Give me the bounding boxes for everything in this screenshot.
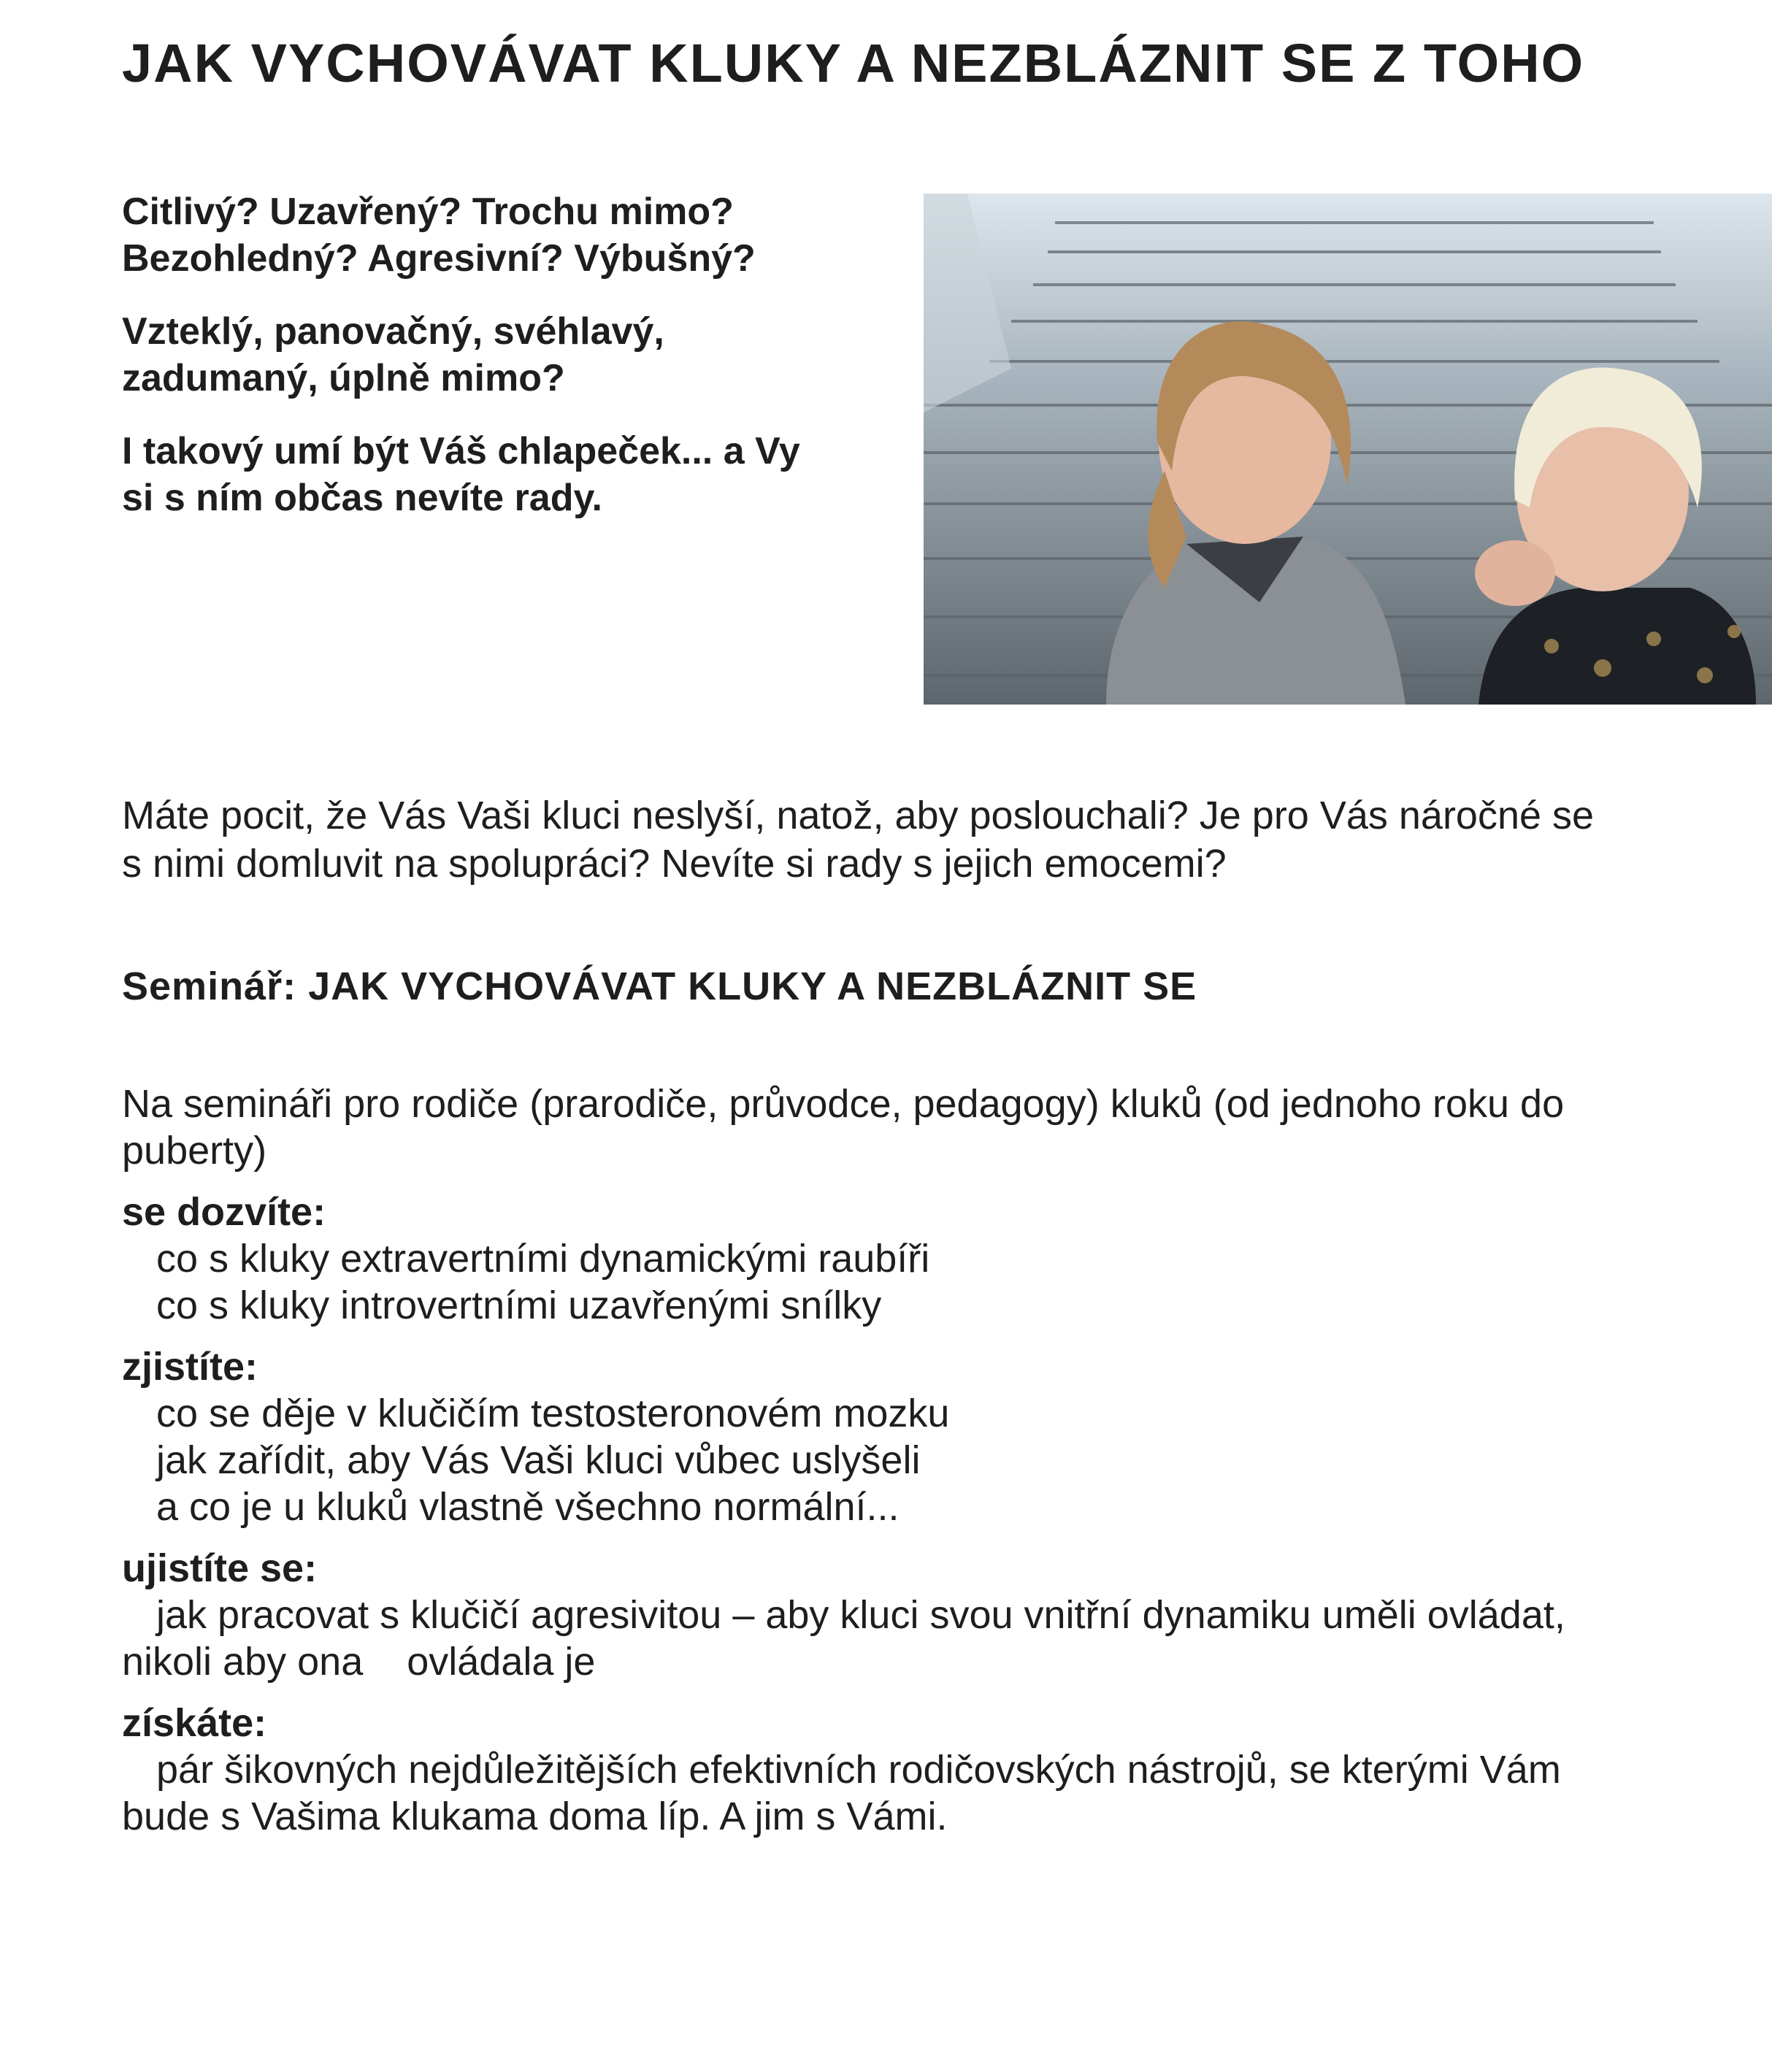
section-label: ujistíte se: bbox=[122, 1546, 318, 1590]
question-line: Máte pocit, že Vás Vaši kluci neslyší, natož, aby poslouchali? Je pro Vás náročné se bbox=[122, 794, 1595, 837]
section-item: a co je u kluků vlastně všechno normální... bbox=[156, 1485, 900, 1529]
section-item: pár šikovných nejdůležitějších efektivních rodičovských nástrojů, se kterými Vám bbox=[156, 1748, 1561, 1792]
section-item: co s kluky extravertními dynamickými raubíři bbox=[156, 1237, 930, 1281]
question-line: s nimi domluvit na spolupráci? Nevíte si rady s jejich emocemi? bbox=[122, 842, 1227, 886]
seminar-description bbox=[122, 1081, 1714, 1854]
intro-line: si s ním občas nevíte rady. bbox=[122, 477, 602, 519]
intro-line: I takový umí být Váš chlapeček... a Vy bbox=[122, 430, 800, 472]
section-label: získáte: bbox=[122, 1701, 267, 1745]
section-gain bbox=[122, 1700, 1714, 1840]
intro-text bbox=[122, 188, 874, 548]
lead-paragraph bbox=[122, 1081, 1714, 1174]
section-item: co s kluky introvertními uzavřenými snílky bbox=[156, 1284, 882, 1327]
boys-on-stairs-photo bbox=[924, 193, 1772, 705]
photo-illustration bbox=[924, 193, 1772, 705]
lead-line: Na semináři pro rodiče (prarodiče, průvodce, pedagogy) kluků (od jednoho roku do bbox=[122, 1082, 1565, 1126]
section-item-continuation: bude s Vašima klukama doma líp. A jim s Vámi. bbox=[122, 1795, 948, 1838]
intro-line: zadumaný, úplně mimo? bbox=[122, 357, 565, 399]
section-item: jak pracovat s klučičí agresivitou – aby kluci svou vnitřní dynamiku uměli ovládat, bbox=[156, 1593, 1565, 1637]
intro-line: Citlivý? Uzavřený? Trochu mimo? bbox=[122, 191, 734, 233]
section-learn bbox=[122, 1189, 1714, 1329]
intro-line: Bezohledný? Agresivní? Výbušný? bbox=[122, 237, 756, 280]
seminar-heading: Seminář: JAK VYCHOVÁVAT KLUKY A NEZBLÁZNIT SE bbox=[122, 964, 1197, 1008]
section-item-continuation: nikoli aby ona ovládala je bbox=[122, 1640, 596, 1684]
section-item: jak zařídit, aby Vás Vaši kluci vůbec uslyšeli bbox=[156, 1438, 921, 1482]
section-assure bbox=[122, 1545, 1714, 1685]
lead-line: puberty) bbox=[122, 1129, 267, 1173]
intro-paragraph-1 bbox=[122, 188, 874, 282]
question-paragraph bbox=[122, 791, 1692, 888]
section-discover bbox=[122, 1343, 1714, 1530]
intro-paragraph-3 bbox=[122, 428, 874, 521]
intro-line: Vzteklý, panovačný, svéhlavý, bbox=[122, 310, 664, 353]
intro-paragraph-2 bbox=[122, 308, 874, 402]
section-item: co se děje v klučičím testosteronovém mozku bbox=[156, 1392, 950, 1435]
page-title: JAK VYCHOVÁVAT KLUKY A NEZBLÁZNIT SE Z TOHO bbox=[122, 33, 1585, 93]
section-label: zjistíte: bbox=[122, 1345, 258, 1389]
section-label: se dozvíte: bbox=[122, 1190, 326, 1234]
